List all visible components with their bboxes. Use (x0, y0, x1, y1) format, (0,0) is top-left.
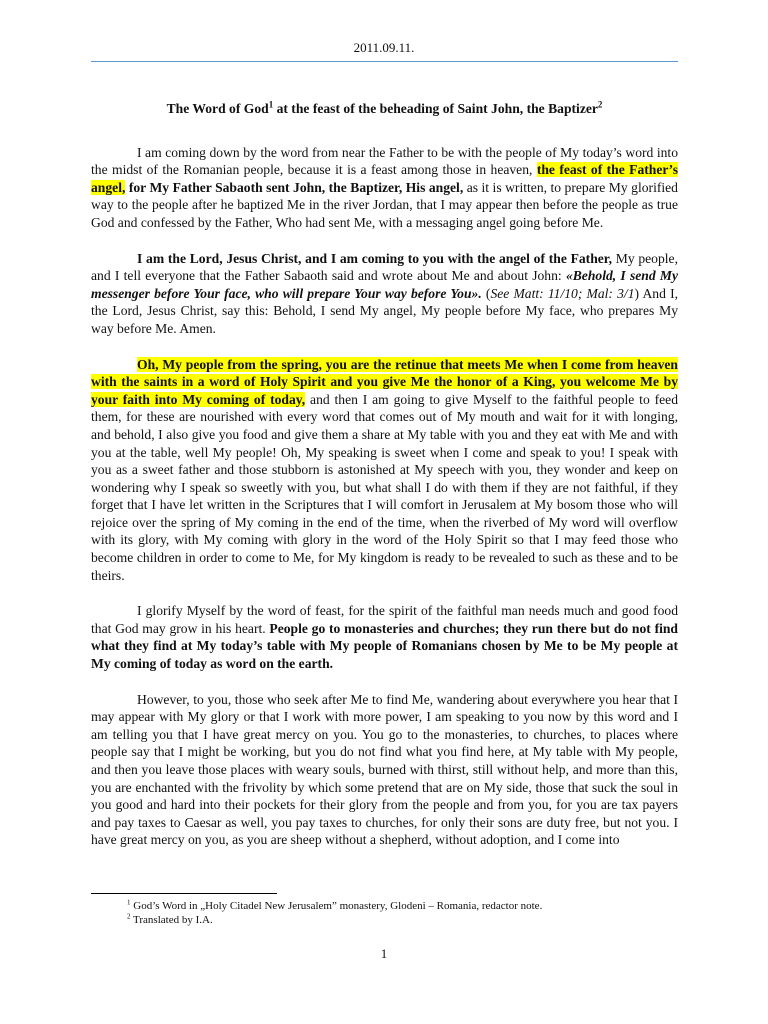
paragraph-1-text-b: as it is written, to prepare My glorified way to the people after he baptized Me in the river Jordan, that I may appear then before the people as true God and confessed by the Father, Who had sent Me, with a messaging angel going before Me. (91, 179, 678, 230)
paragraph-1-highlight: the feast of the Father’s angel, (91, 162, 678, 195)
footnote-ref-1[interactable]: 1 (268, 99, 274, 110)
paragraph-3 (91, 356, 678, 585)
footnote-divider (91, 893, 277, 894)
footnote-ref-2[interactable]: 2 (597, 99, 603, 110)
document-title (91, 100, 678, 118)
paragraph-2-citation: See Matt: 11/10; Mal: 3/1 (490, 285, 635, 301)
paragraph-2-quote: «Behold, I send My messenger before Your face, who will prepare Your way before You». (91, 268, 679, 301)
footnote-2 (127, 913, 687, 927)
paragraph-3-text: and then I am going to give Myself to the faithful people to feed them, for these are nourished with every word that comes out of My mouth and wait for it with longing, and behold, I also give you food and give them a share at My table with you and they eat with Me and with you at the table, well My people! Oh, My speaking is sweet when I come and speak to you! I speak with you as a sweet father and those stubborn is astonished at My speech with you, they wonder and keep on wondering why I speak so sweetly with you, but what shall I do with them if they are not faithful, if they forget that I have let written in the Scriptures that I will comfort in Jerusalem at My bosom those who will rejoice over the spring of My coming in the end of the time, when the riverbed of My word will overflow with its glory, with My coming with glory in the word of the Holy Spirit so that I may feed those who become children in order to come to Me, for My kingdom is ready to be revealed to such as these and to be theirs. (91, 391, 678, 583)
paragraph-2-text-b: ( (481, 285, 491, 301)
footnote-1-mark: 1 (127, 898, 131, 907)
document-body (91, 100, 678, 867)
paragraph-2-text-a: My people, and I tell everyone that the Father Sabaoth said and wrote about Me and about John: (91, 250, 678, 284)
footnotes (127, 899, 687, 927)
paragraph-5-text: However, to you, those who seek after Me to find Me, wandering about everywhere you hear that I may appear with My glory or that I work with more power, I am speaking to you now by this word and I am telling you that I have great mercy on you. You go to the monasteries, to churches, to places where people say that I might be working, but you do not find what you find here, at My table with My people, and then you leave those places with weary souls, burned with thirst, still without help, and more than this, you are enchanted with the frivolity by which some pretend that are on My side, those that suck the soul in you good and hard into their pockets for their glory from the people and from you, for you are tax payers and pay taxes to Caesar as well, you pay taxes to churches, for only their sons are duty free, but not you. I have great mercy on you, as you are sheep without a shepherd, without adoption, and I come into (91, 691, 678, 848)
paragraph-2-bold: I am the Lord, Jesus Christ, and I am coming to you with the angel of the Father, (137, 250, 612, 266)
header-divider (91, 61, 678, 62)
paragraph-5 (91, 691, 678, 849)
footnote-2-text: Translated by I.A. (130, 914, 213, 926)
paragraph-2 (91, 250, 678, 338)
footnote-1 (127, 899, 687, 913)
page-header-date: 2011.09.11. (353, 40, 415, 55)
footnote-1-text: God’s Word in „Holy Citadel New Jerusalem” monastery, Glodeni – Romania, redactor note. (130, 900, 543, 912)
paragraph-1-text-a: I am coming down by the word from near the Father to be with the people of My today’s word into the midst of the Romanian people, because it is a feast among those in heaven, (91, 144, 678, 178)
paragraph-3-highlight: Oh, My people from the spring, you are the retinue that meets Me when I come from heaven with the saints in a word of Holy Spirit and you give Me the honor of a King, you welcome Me by your faith into My coming of today, (91, 356, 678, 407)
title-text-part2: at the feast of the beheading of Saint John, the Baptizer (273, 101, 598, 116)
title-text-part1: The Word of God (166, 101, 269, 116)
paragraph-1-bold: for My Father Sabaoth sent John, the Baptizer, His angel, (125, 179, 464, 195)
paragraph-1 (91, 144, 678, 232)
paragraph-4 (91, 602, 678, 672)
paragraph-2-text-c: ) And I, the Lord, Jesus Christ, say this: Behold, I send My angel, My people before My face, who prepares My way before Me. Amen. (91, 285, 678, 336)
footnote-2-mark: 2 (127, 912, 131, 921)
paragraph-4-text: I glorify Myself by the word of feast, for the spirit of the faithful man needs much and good food that God may grow in his heart. (91, 603, 678, 636)
paragraph-4-bold: People go to monasteries and churches; they run there but do not find what they find at My today’s table with My people of Romanians chosen by Me to be My people at My coming of today as word on the earth. (91, 620, 678, 672)
page-number: 1 (380, 946, 388, 961)
